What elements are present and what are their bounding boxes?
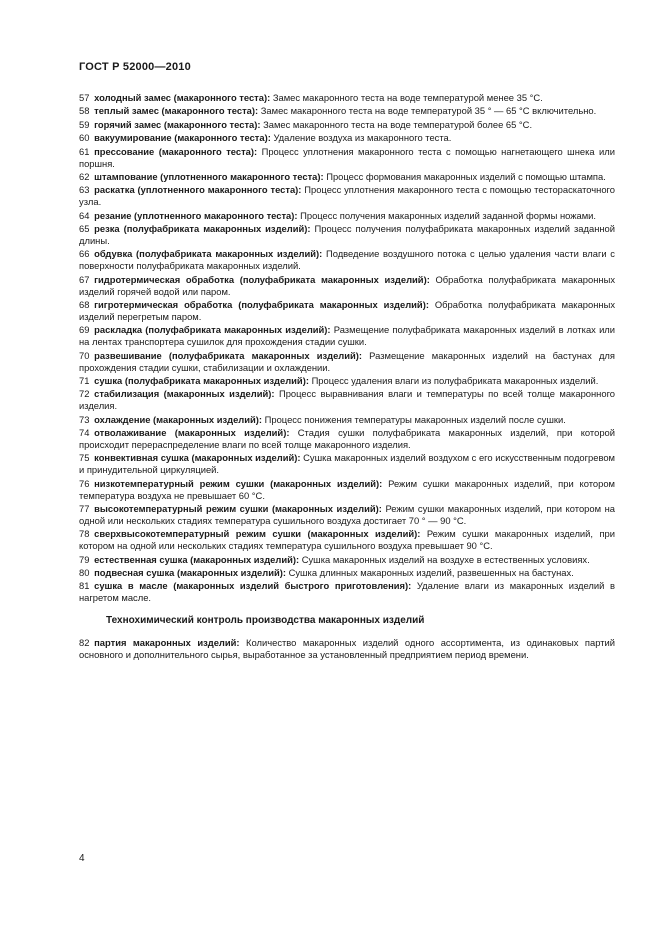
term-number: 63: [79, 184, 90, 196]
term-entry: [79, 503, 615, 527]
term-entry: [79, 567, 615, 579]
term-name: резка (полуфабриката макаронных изделий):: [94, 223, 311, 235]
term-number: 72: [79, 388, 90, 400]
term-number: 61: [79, 145, 90, 157]
term-number: 80: [79, 567, 90, 579]
term-entry: [79, 92, 615, 104]
term-name: конвективная сушка (макаронных изделий):: [94, 452, 301, 464]
term-number: 68: [79, 299, 90, 310]
term-number: 75: [79, 452, 90, 464]
term-name: подвесная сушка (макаронных изделий):: [94, 567, 286, 579]
term-entry: [79, 427, 615, 451]
term-definition: Замес макаронного теста на воде температурой менее 35 °С.: [272, 92, 543, 103]
term-entry: [79, 210, 615, 222]
term-name: сверхвысокотемпературный режим сушки (макаронных изделий):: [94, 528, 421, 540]
term-name: естественная сушка (макаронных изделий):: [94, 553, 300, 565]
term-entry: [79, 478, 615, 502]
term-number: 62: [79, 170, 90, 182]
term-definition: Удаление влаги из макаронных изделий в нагретом масле.: [79, 580, 615, 604]
term-number: 73: [79, 413, 90, 425]
terms-list-continued: [79, 637, 615, 661]
term-number: 59: [79, 118, 90, 130]
term-definition: Обработка полуфабриката макаронных изделий горячей водой или паром.: [79, 273, 616, 297]
term-entry: [79, 637, 615, 661]
term-entry: [79, 146, 615, 170]
term-number: 66: [79, 248, 90, 260]
term-name: развешивание (полуфабриката макаронных изделий):: [94, 349, 363, 361]
term-number: 57: [79, 92, 90, 103]
term-name: вакуумирование (макаронного теста):: [94, 132, 271, 144]
term-entry: [79, 171, 615, 183]
term-name: горячий замес (макаронного теста):: [94, 118, 261, 130]
term-definition: Процесс получения макаронных изделий заданной формы ножами.: [300, 209, 597, 221]
term-name: гидротермическая обработка (полуфабриката макаронных изделий):: [94, 273, 430, 285]
term-definition: Размещение полуфабриката макаронных изделий в лотках или на лентах транспортера сушилок для прохождения стадии сушки.: [79, 324, 616, 348]
term-number: 79: [79, 553, 90, 565]
term-definition: Режим сушки макаронных изделий, при котором температура воздуха не превышает 60 °С.: [79, 477, 615, 501]
term-name: резание (уплотненного макаронного теста):: [94, 209, 298, 221]
term-number: 65: [79, 223, 90, 235]
term-definition: Процесс уплотнения макаронного теста с помощью нагнетающего шнека или поршня.: [79, 145, 615, 169]
term-name: сушка в масле (макаронных изделий быстрого приготовления):: [94, 580, 412, 592]
term-entry: [79, 324, 615, 348]
terms-list: [79, 92, 615, 604]
term-entry: [79, 388, 615, 412]
term-definition: Процесс понижения температуры макаронных изделий после сушки.: [264, 413, 566, 425]
term-entry: [79, 105, 615, 117]
term-number: 76: [79, 477, 90, 489]
term-entry: [79, 375, 615, 387]
term-entry: [79, 119, 615, 131]
term-number: 82: [79, 637, 90, 649]
term-definition: Размещение макаронных изделий на бастунах для прохождения стадии сушки, стабилизации и охлаждении.: [79, 349, 615, 373]
term-name: прессование (макаронного теста):: [94, 145, 258, 157]
section-heading: Технохимический контроль производства макаронных изделий: [106, 615, 425, 627]
term-name: штампование (уплотненного макаронного теста):: [94, 170, 324, 182]
term-entry: [79, 452, 615, 476]
document-header: ГОСТ Р 52000—2010: [79, 61, 191, 73]
term-entry: [79, 299, 615, 323]
term-name: партия макаронных изделий:: [94, 637, 240, 649]
term-entry: [79, 414, 615, 426]
term-entry: [79, 248, 615, 272]
term-entry: [79, 132, 615, 144]
term-name: обдувка (полуфабриката макаронных изделий):: [94, 248, 323, 260]
document-body: [79, 92, 615, 662]
term-definition: Режим сушки макаронных изделий, при котором на одной или нескольких стадиях температура сушильного воздуха достигает 70 ° — 90 °С.: [79, 503, 615, 526]
term-definition: Подведение воздушного потока с целью удаления части влаги с поверхности полуфабриката макаронных изделий.: [79, 248, 615, 272]
term-entry: [79, 350, 615, 374]
term-definition: Сушка макаронных изделий на воздухе в естественных условиях.: [301, 553, 590, 565]
term-definition: Сушка макаронных изделий воздухом с его искусственным подогревом и принудительной циркуляцией.: [79, 452, 616, 476]
term-number: 70: [79, 349, 90, 361]
page-number: 4: [79, 853, 85, 864]
term-definition: Режим сушки макаронных изделий, при котором на одной или нескольких стадиях температура сушильного воздуха превышает 90 °С.: [79, 528, 615, 552]
term-definition: Замес макаронного теста на воде температурой более 65 °С.: [263, 118, 533, 130]
term-number: 69: [79, 324, 90, 336]
term-definition: Обработка полуфабриката макаронных изделий перегретым паром.: [79, 299, 616, 322]
term-name: высокотемпературный режим сушки (макаронных изделий):: [94, 503, 382, 514]
term-number: 81: [79, 580, 90, 592]
term-entry: [79, 580, 615, 604]
term-definition: Удаление воздуха из макаронного теста.: [273, 132, 452, 144]
term-number: 58: [79, 105, 90, 117]
term-definition: Сушка длинных макаронных изделий, развешенных на бастунах.: [288, 567, 574, 579]
term-entry: [79, 184, 615, 208]
term-number: 78: [79, 528, 90, 540]
term-number: 74: [79, 427, 90, 439]
term-entry: [79, 274, 615, 298]
term-definition: Процесс получения полуфабриката макаронных изделий заданной длины.: [79, 223, 616, 246]
term-name: гигротермическая обработка (полуфабриката макаронных изделий):: [94, 299, 429, 310]
term-definition: Стадия сушки полуфабриката макаронных изделий, при которой происходит перераспределение влаги по всей толще макаронного изделия.: [79, 427, 615, 450]
term-definition: Процесс уплотнения макаронного теста с помощью тестораскаточного узла.: [79, 184, 615, 208]
term-definition: Процесс удаления влаги из полуфабриката макаронных изделий.: [311, 374, 599, 386]
term-name: раскладка (полуфабриката макаронных изделий):: [94, 324, 331, 336]
term-name: отволаживание (макаронных изделий):: [94, 427, 290, 439]
term-name: охлаждение (макаронных изделий):: [94, 413, 263, 425]
term-number: 60: [79, 132, 90, 144]
term-name: раскатка (уплотненного макаронного теста):: [94, 184, 302, 196]
term-name: сушка (полуфабриката макаронных изделий):: [94, 374, 309, 386]
term-name: холодный замес (макаронного теста):: [94, 92, 271, 103]
term-name: теплый замес (макаронного теста):: [94, 105, 259, 117]
term-definition: Замес макаронного теста на воде температурой 35 ° — 65 °С включительно.: [260, 105, 597, 117]
term-number: 77: [79, 503, 90, 514]
term-number: 71: [79, 374, 90, 386]
term-number: 64: [79, 209, 90, 221]
term-name: стабилизация (макаронных изделий):: [94, 388, 275, 400]
term-entry: [79, 223, 615, 247]
term-definition: Процесс выравнивания влаги и температуры по всей толще макаронного изделия.: [79, 388, 615, 412]
term-number: 67: [79, 273, 90, 285]
term-definition: Количество макаронных изделий одного ассортимента, из одинаковых партий основного и дополнительного сырья, выработанное за установленный предприятием период времени.: [79, 637, 616, 661]
term-name: низкотемпературный режим сушки (макаронных изделий):: [94, 477, 383, 489]
term-entry: [79, 554, 615, 566]
term-entry: [79, 528, 615, 552]
term-definition: Процесс формования макаронных изделий с помощью штампа.: [326, 170, 606, 182]
